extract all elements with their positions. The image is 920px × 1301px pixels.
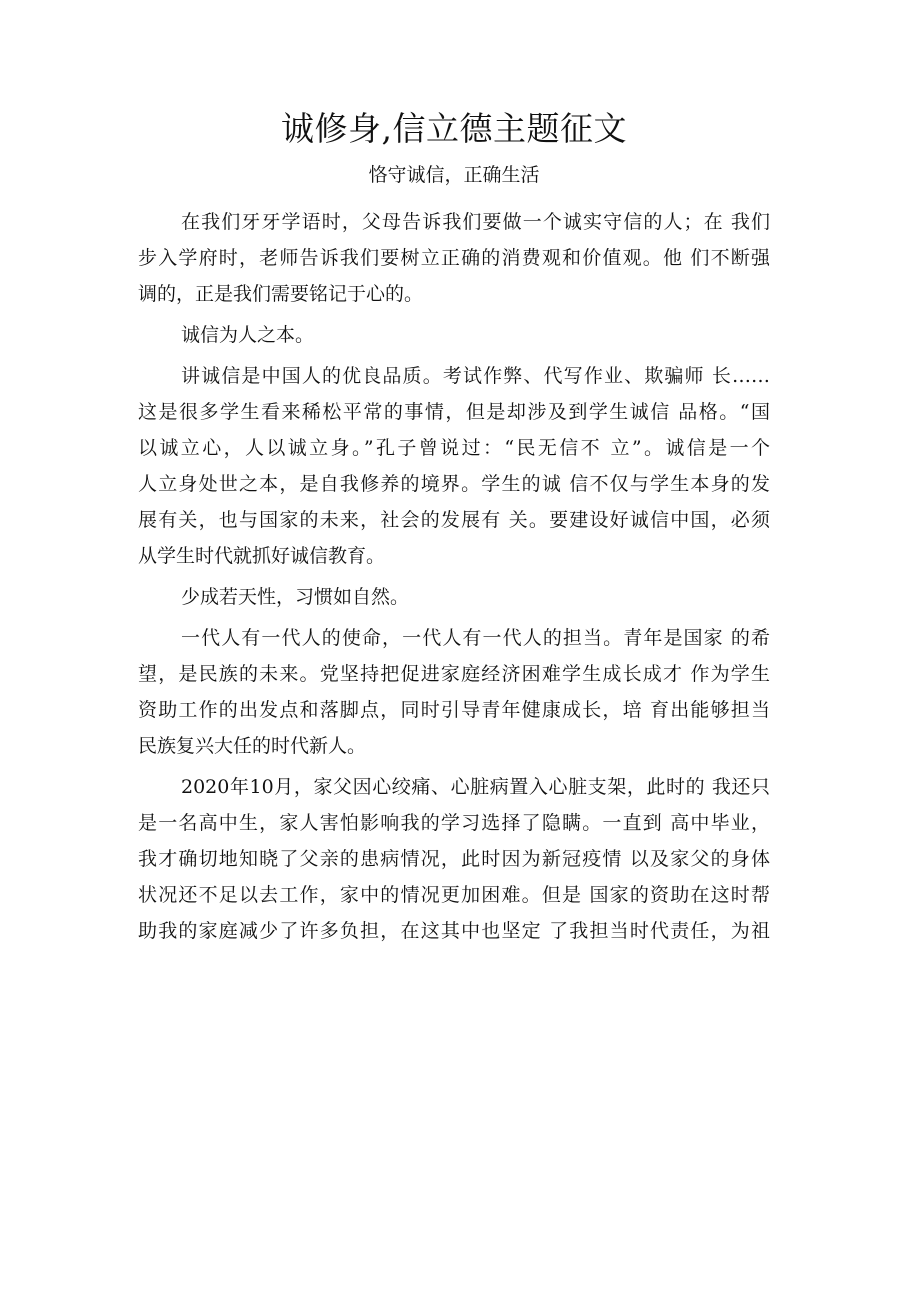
document-subtitle: 恪守诚信，正确生活 <box>368 164 540 186</box>
paragraph-line: 这是很多学生看来稀松平常的事情，但是却涉及到学生诚信 品格。“国 <box>138 401 770 423</box>
body-paragraph <box>138 317 770 353</box>
paragraph-line: 是一名高中生，家人害怕影响我的学习选择了隐瞒。一直到 高中毕业， <box>138 812 770 834</box>
paragraph-line: 人立身处世之本，是自我修养的境界。学生的诚 信不仅与学生本身的发 <box>138 473 770 495</box>
paragraph-line: 少成若天性，习惯如自然。 <box>181 586 410 608</box>
paragraph-line: 民族复兴大任的时代新人。 <box>138 735 367 757</box>
paragraph-line: 展有关，也与国家的未来，社会的发展有 关。要建设好诚信中国，必须 <box>138 509 770 531</box>
paragraph-line: 一代人有一代人的使命，一代人有一代人的担当。青年是国家 的希 <box>181 627 770 649</box>
paragraph-line: 2020年10月，家父因心绞痛、心脏病置入心脏支架，此时的 我还只 <box>181 776 770 798</box>
document-body <box>138 204 770 954</box>
paragraph-line: 讲诚信是中国人的优良品质。考试作弊、代写作业、欺骗师 长…… <box>181 365 770 387</box>
paragraph-line: 步入学府时，老师告诉我们要树立正确的消费观和价值观。他 们不断强 <box>138 247 770 269</box>
body-paragraph <box>138 769 770 949</box>
paragraph-line: 在我们牙牙学语时，父母告诉我们要做一个诚实守信的人；在 我们 <box>181 211 770 233</box>
paragraph-line: 诚信为人之本。 <box>181 324 315 346</box>
body-paragraph <box>138 358 770 574</box>
paragraph-line: 我才确切地知晓了父亲的患病情况，此时因为新冠疫情 以及家父的身体 <box>138 848 770 870</box>
paragraph-line: 调的，正是我们需要铭记于心的。 <box>138 283 424 305</box>
document-title: 诚修身,信立德主题征文 <box>281 109 627 148</box>
body-paragraph <box>138 620 770 764</box>
body-paragraph <box>138 579 770 615</box>
paragraph-line: 望，是民族的未来。党坚持把促进家庭经济困难学生成长成才 作为学生 <box>138 663 770 685</box>
paragraph-line: 以诚立心，人以诚立身。”孔子曾说过：“民无信不 立”。诚信是一个 <box>138 437 770 459</box>
paragraph-line: 资助工作的出发点和落脚点，同时引导青年健康成长，培 育出能够担当 <box>138 699 770 721</box>
paragraph-line: 从学生时代就抓好诚信教育。 <box>138 545 386 567</box>
body-paragraph <box>138 204 770 312</box>
paragraph-line: 助我的家庭减少了许多负担，在这其中也坚定 了我担当时代责任，为祖 <box>138 920 770 942</box>
paragraph-line: 状况还不足以去工作，家中的情况更加困难。但是 国家的资助在这时帮 <box>138 884 770 906</box>
